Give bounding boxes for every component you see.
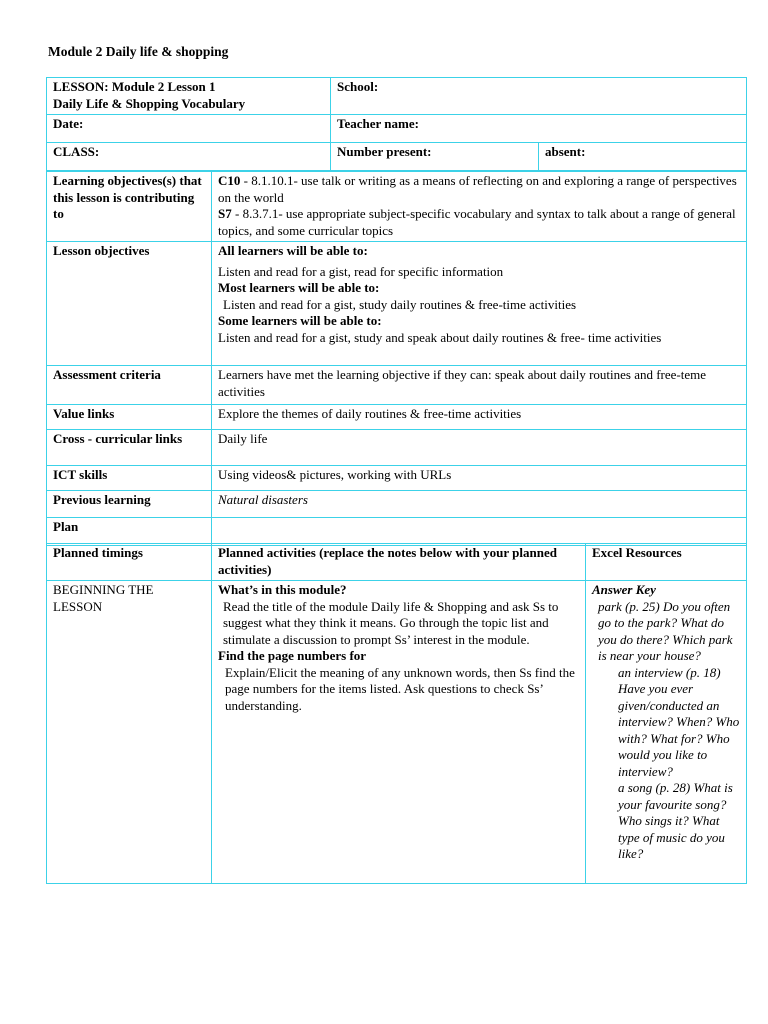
plan-label: Plan bbox=[47, 518, 212, 546]
answer-key-heading: Answer Key bbox=[592, 582, 656, 597]
previous-learning-label: Previous learning bbox=[47, 491, 212, 518]
planned-activities-header: Planned activities (replace the notes below with your planned activities) bbox=[212, 544, 586, 581]
number-present-cell bbox=[331, 143, 539, 171]
plan-table bbox=[46, 543, 747, 884]
some-learners-text: Listen and read for a gist, study and speak about daily routines & free- time activities bbox=[218, 329, 662, 345]
date-cell bbox=[47, 115, 331, 143]
previous-learning-text: Natural disasters bbox=[212, 491, 747, 518]
activity-heading-module: What’s in this module? bbox=[218, 582, 347, 597]
date-label: Date: bbox=[53, 116, 84, 131]
answer-key-item: park (p. 25) Do you often go to the park? What do you do there? Which park is near your house? bbox=[598, 598, 733, 663]
document-title: Module 2 Daily life & shopping bbox=[48, 44, 229, 59]
objective-code-c10: C10 bbox=[218, 173, 241, 188]
school-label: School: bbox=[337, 79, 379, 94]
answer-key-item: an interview (p. 18) Have you ever given/conducted an interview? When? Who with? What for? Who would you like to interview? bbox=[618, 664, 740, 779]
most-learners-heading: Most learners will be able to: bbox=[218, 280, 380, 295]
cross-curricular-text: Daily life bbox=[212, 430, 747, 466]
most-learners-text: Listen and read for a gist, study daily routines & free-time activities bbox=[223, 296, 577, 312]
lesson-header-table bbox=[46, 77, 747, 171]
value-links-label: Value links bbox=[47, 405, 212, 430]
plan-empty-cell bbox=[212, 518, 747, 546]
lesson-objectives-content bbox=[212, 242, 747, 366]
teacher-cell bbox=[331, 115, 747, 143]
lesson-stage: BEGINNING THE LESSON bbox=[47, 581, 212, 884]
all-learners-heading: All learners will be able to: bbox=[218, 243, 368, 258]
value-links-text: Explore the themes of daily routines & free-time activities bbox=[212, 405, 747, 430]
some-learners-heading: Some learners will be able to: bbox=[218, 313, 382, 328]
all-learners-text: Listen and read for a gist, read for specific information bbox=[218, 263, 504, 279]
class-label: CLASS: bbox=[53, 144, 100, 159]
objective-text-c10: - 8.1.10.1- use talk or writing as a means of reflecting on and exploring a range of perspectives on the world bbox=[218, 173, 737, 205]
resources-header: Excel Resources bbox=[586, 544, 747, 581]
teacher-label: Teacher name: bbox=[337, 116, 419, 131]
answer-key-item: a song (p. 28) What is your favourite song? Who sings it? What type of music do you like? bbox=[618, 780, 733, 861]
lesson-title: Daily Life & Shopping Vocabulary bbox=[53, 95, 246, 111]
cross-curricular-label: Cross - curricular links bbox=[47, 430, 212, 466]
number-present-label: Number present: bbox=[337, 144, 432, 159]
answer-key-content bbox=[586, 581, 747, 884]
class-cell bbox=[47, 143, 331, 171]
lesson-objectives-label: Lesson objectives bbox=[47, 242, 212, 366]
objective-code-s7: S7 bbox=[218, 206, 232, 221]
activity-heading-page-numbers: Find the page numbers for bbox=[218, 648, 367, 663]
planned-timings-header: Planned timings bbox=[47, 544, 212, 581]
ict-skills-label: ICT skills bbox=[47, 466, 212, 491]
lesson-objectives-table bbox=[46, 171, 747, 546]
activity-text-page-numbers: Explain/Elicit the meaning of any unknown words, then Ss find the page numbers for the items listed. Ask questions to check Ss’ understanding. bbox=[225, 664, 575, 713]
lesson-cell bbox=[47, 78, 331, 115]
learning-objectives-label: Learning objectives(s) that this lesson is contributing to bbox=[47, 172, 212, 242]
planned-activities-content bbox=[212, 581, 586, 884]
lesson-number: LESSON: Module 2 Lesson 1 bbox=[53, 79, 216, 94]
activity-text-module: Read the title of the module Daily life & Shopping and ask Ss to suggest what they think it means. Go through the topic list and stimulate a discussion to prompt Ss’ interest in the module. bbox=[223, 598, 559, 647]
objective-text-s7: - 8.3.7.1- use appropriate subject-specific vocabulary and syntax to talk about a range of general topics, and some curricular topics bbox=[218, 206, 736, 238]
absent-cell bbox=[539, 143, 747, 171]
ict-skills-text: Using videos& pictures, working with URLs bbox=[212, 466, 747, 491]
school-cell bbox=[331, 78, 747, 115]
learning-objectives-content bbox=[212, 172, 747, 242]
absent-label: absent: bbox=[545, 144, 586, 159]
assessment-label: Assessment criteria bbox=[47, 366, 212, 405]
assessment-text: Learners have met the learning objective if they can: speak about daily routines and free-teme activities bbox=[212, 366, 747, 405]
